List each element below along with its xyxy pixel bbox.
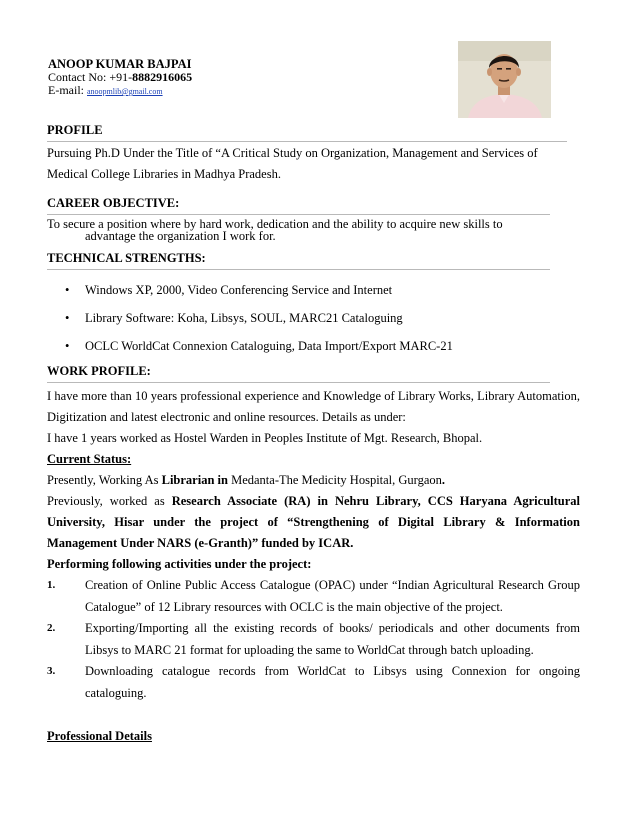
present-role: Librarian in <box>161 473 228 487</box>
list-item: • Windows XP, 2000, Video Conferencing Service and Internet <box>85 280 580 300</box>
activities-list <box>47 575 580 704</box>
resume-body <box>47 123 580 744</box>
technical-strengths-list <box>47 280 580 356</box>
professional-details-heading: Professional Details <box>47 729 152 743</box>
section-divider <box>47 382 550 383</box>
item-text: Downloading catalogue records from WorldCat to Libsys using Connexion for ongoing cataloguing. <box>85 664 580 700</box>
technical-strengths-heading: TECHNICAL STRENGTHS: <box>47 251 206 265</box>
profile-photo-image <box>458 41 551 118</box>
career-objective-line-2: advantage the organization I work for. <box>85 229 276 243</box>
list-item: • OCLC WorldCat Connexion Cataloguing, Data Import/Export MARC-21 <box>85 336 580 356</box>
contact-number: 8882916065 <box>132 70 193 84</box>
career-objective-text <box>47 218 580 242</box>
present-prefix: Presently, Working As <box>47 473 162 487</box>
previous-prefix: Previously, worked as <box>47 494 172 508</box>
item-text: Exporting/Importing all the existing records of books/ periodicals and other documents from Libsys to MARC 21 format for uploading the same to WorldCat through batch uploading. <box>85 621 580 657</box>
work-intro-text: I have more than 10 years professional experience and Knowledge of Library Works, Library Automation, Digitization and latest electronic and online resources. Details as under: <box>47 389 580 424</box>
work-profile-section <box>47 364 580 704</box>
present-end: . <box>441 473 446 487</box>
professional-details-section <box>47 729 580 744</box>
candidate-name: ANOOP KUMAR BAJPAI <box>48 57 192 71</box>
list-item: • Library Software: Koha, Libsys, SOUL, MARC21 Cataloguing <box>85 308 580 328</box>
list-item <box>47 661 580 704</box>
career-objective-line-1: To secure a position where by hard work, dedication and the ability to acquire new skills to <box>47 217 503 231</box>
profile-photo <box>458 41 551 118</box>
contact-label: Contact No: +91- <box>48 70 133 84</box>
present-org: Medanta-The Medicity Hospital, Gurgaon <box>227 473 442 487</box>
work-profile-heading: WORK PROFILE: <box>47 364 151 378</box>
item-number: 3. <box>47 665 56 677</box>
item-number: 2. <box>47 622 56 634</box>
section-divider <box>47 214 550 215</box>
activities-heading: Performing following activities under the project: <box>47 557 312 571</box>
email-line <box>48 84 192 98</box>
item-number: 1. <box>47 579 56 591</box>
email-link[interactable]: anoopmlib@gmail.com <box>87 87 163 96</box>
list-item <box>47 618 580 661</box>
profile-text: Pursuing Ph.D Under the Title of “A Critical Study on Organization, Management and Services of Medical College Libraries in Madhya Pradesh. <box>47 146 538 181</box>
career-objective-section <box>47 196 580 242</box>
section-divider <box>47 141 567 142</box>
previous-role-text <box>47 491 580 554</box>
career-objective-heading: CAREER OBJECTIVE: <box>47 196 180 210</box>
current-status-label: Current Status: <box>47 452 132 466</box>
warden-text: I have 1 years worked as Hostel Warden in Peoples Institute of Mgt. Research, Bhopal. <box>47 431 483 445</box>
profile-section <box>47 123 580 185</box>
technical-strengths-section <box>47 251 580 356</box>
list-item <box>47 575 580 618</box>
email-label: E-mail: <box>48 83 87 97</box>
previous-role: Research Associate (RA) in Nehru Library, CCS Haryana Agricultural University, Hisar under the project of “Strengthening of Digital Library & Information Management Under NARS (e-Granth)” funded by ICAR. <box>47 494 581 550</box>
section-divider <box>47 269 550 270</box>
resume-header <box>48 58 192 98</box>
profile-heading: PROFILE <box>47 123 103 137</box>
item-text: Creation of Online Public Access Catalogue (OPAC) under “Indian Agricultural Research Group Catalogue” of 12 Library resources with OCLC is the main objective of the project. <box>85 578 580 614</box>
present-role-text <box>47 470 580 491</box>
